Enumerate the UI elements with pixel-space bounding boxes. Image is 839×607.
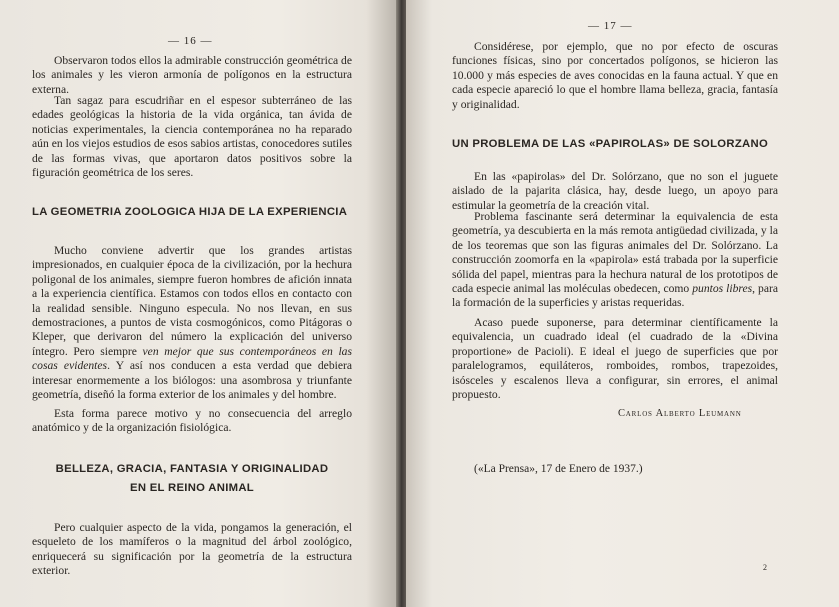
paragraph: Mucho conviene advertir que los grandes artistas impresionados, en cualquier época de la civilización, por la hechura poligonal de los animales, siempre fueron hombres de afición innata a la experiencia científica. Estamos con todos ellos en contacto con la realidad sensible. Ninguno especula. No nos llevan, en sus demostraciones, a puntos de vista cosmogónicos, como Pitágoras o Kleper, que derivaron del número la explicación del universo íntegro. Pero siempre ven mejor que sus contemporáneos en las cosas evidentes. Y así nos conducen a esta verdad que debiera interesar enormemente a los biólogos: una asombrosa y triunfante geometría, diseñó la forma exterior de los animales y del hombre.: [32, 244, 352, 402]
paragraph: Esta forma parece motivo y no consecuencia del arreglo anatómico y de la organización fisiológica.: [32, 407, 352, 435]
section-heading: UN PROBLEMA DE LAS «PAPIROLAS» DE SOLORZANO: [452, 138, 769, 150]
paragraph: Acaso puede suponerse, para determinar científicamente la equivalencia, un cuadrado ideal (el cuadrado de la «Divina proportione» de Pacioli). E ideal el juego de superficies que por paralelogramos, equiláteros, romboides, rombos, trapezoides, isósceles y escalenos lleva a configurar, sin errores, el animal propuesto.: [452, 316, 778, 402]
section-heading: BELLEZA, GRACIA, FANTASIA Y ORIGINALIDAD EN EL REINO ANIMAL: [55, 463, 329, 494]
page-number: — 16 —: [168, 35, 213, 47]
source-note: («La Prensa», 17 de Enero de 1937.): [474, 463, 643, 475]
paragraph: En las «papirolas» del Dr. Solórzano, que no son el juguete aislado de la pajarita clásica, hay, desde luego, un apoyo para estimular la geometría de la creación vital.: [452, 170, 778, 212]
paragraph: Pero cualquier aspecto de la vida, pongamos la generación, el esqueleto de los mamíferos o la magnitud del árbol zoológico, enriquecerá su significación por la geometría de la estructura exterior.: [32, 521, 352, 578]
paragraph: Considérese, por ejemplo, que no por efecto de oscuras funciones físicas, sino por concertados polígonos, se hicieron las 10.000 y más especies de aves conocidas en la fauna actual. Y que en cada especie apareció lo que el hombre llama belleza, gracia, fantasía y originalidad.: [452, 40, 778, 111]
page-number: — 17 —: [588, 20, 633, 32]
paragraph: Problema fascinante será determinar la equivalencia de esta geometría, ya descubierta en la más remota antigüedad civilizada, y la de los teoremas que son las figuras animales del Dr. Solórzano. La construcción zoomorfa en la «papirola» está trabada por la superficie sólida del papel, mientras para la hechura natural de los prototipos de cada especie animal las moléculas obedecen, como puntos libres, para la formación de la superficies y aristas requeridas.: [452, 210, 778, 310]
right-page: [406, 0, 839, 607]
author-signature: Carlos Alberto Leumann: [618, 408, 742, 419]
paragraph: Observaron todos ellos la admirable construcción geométrica de los animales y les vieron armonía de polígonos en la estructura externa.: [32, 54, 352, 96]
paragraph: Tan sagaz para escudriñar en el espesor subterráneo de las edades geológicas la historia de la vida orgánica, tan ávida de noticias experimentales, la ciencia contemporánea no ha reparado aún en los viejos estudios de esos sabios artistas, conocedores sutiles de las formas vivas, que aportaron datos positivos sobre la figuración geométrica de los seres.: [32, 94, 352, 180]
left-page: [0, 0, 398, 607]
signature-mark: 2: [763, 563, 767, 572]
section-heading: LA GEOMETRIA ZOOLOGICA HIJA DE LA EXPERIENCIA: [32, 206, 348, 218]
